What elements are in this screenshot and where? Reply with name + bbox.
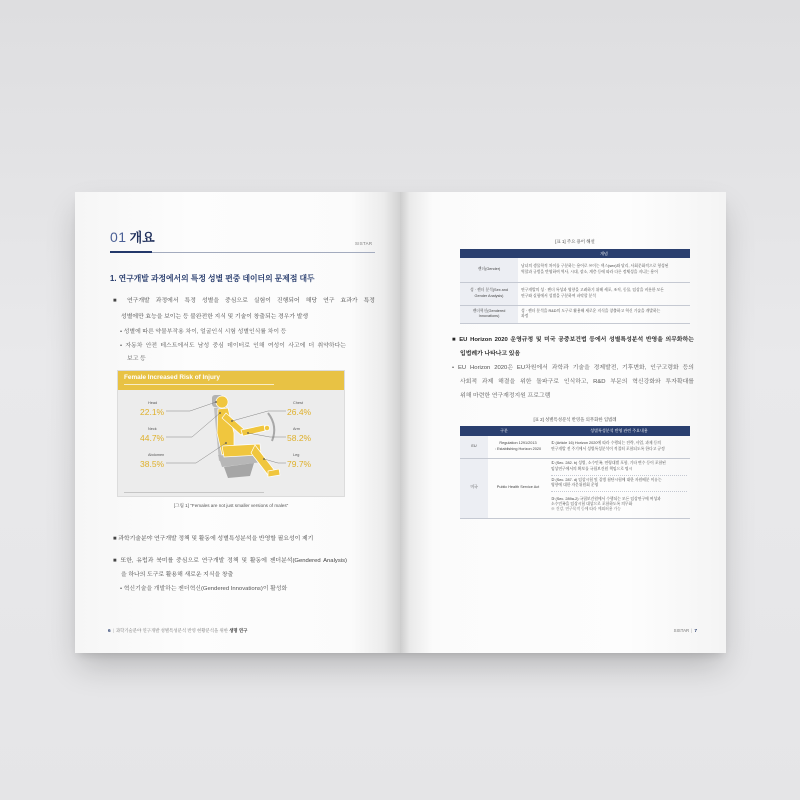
- pointer-line-chest: [232, 411, 286, 421]
- injury-label-head: Head: [148, 401, 158, 405]
- definition-cell: [518, 258, 690, 282]
- table2-caption: [표 2] 성별특성분석 반영을 의무화한 입법례: [533, 417, 617, 422]
- figure-subtitle-placeholder: [124, 384, 274, 385]
- definition-cell: [518, 305, 690, 323]
- pointer-line-neck: [166, 413, 220, 437]
- sub-bullet-line: 위해 마련한 연구재정지원 프로그램: [460, 393, 551, 399]
- definition-text: 연구개발의 성 · 젠더 특성과 영향을 고려하기 위해 세포, 조직, 동물, 임상을 비롯한 모든: [521, 288, 664, 293]
- sub-bullet-line: 보고 등: [127, 356, 146, 362]
- law-text: Public Health Service Act: [496, 485, 540, 490]
- injury-risk-figure: [117, 370, 345, 497]
- section-title: 1. 연구개발 과정에서의 특정 성별 편중 데이터의 문제점 대두: [110, 274, 315, 283]
- sub-bullet-line: • 자동차 안전 테스트에서도 남성 중심 데이터로 인해 여성이 사고에 더 취약하다는: [120, 343, 346, 349]
- injury-value-arm: 58.2%: [287, 433, 312, 443]
- occupant-hand: [264, 425, 269, 430]
- occupant-forearm: [241, 425, 265, 436]
- terms-table: [460, 249, 690, 324]
- table-row: [460, 436, 690, 458]
- chapter-title: 개요: [129, 230, 155, 245]
- injury-value-chest: 26.4%: [287, 407, 312, 417]
- injury-label-arm: Arm: [293, 427, 300, 431]
- table-header-row: [460, 426, 690, 436]
- paragraph-line: ■ 연구개발 과정에서 특정 성별을 중심으로 실험이 진행되어 해당 연구 효과가 특정: [113, 298, 375, 304]
- right-page: [400, 192, 726, 653]
- injury-label-chest: Chest: [293, 401, 303, 405]
- region-text: EU: [471, 444, 477, 449]
- pointer-line-head: [166, 402, 216, 411]
- figure-caption: [그림 1] "Females are not just smaller versions of males": [173, 503, 289, 508]
- region-cell: [460, 436, 488, 458]
- content-text: 연구개발 전 주기에서 성별특성분석이 적절히 포함되도록 한다고 규정: [551, 446, 665, 451]
- sub-bullet-line: • 혁신기술을 개발하는 젠더혁신(Gendered Innovations)이 활성화: [120, 586, 288, 592]
- law-cell: [488, 436, 548, 458]
- sub-bullet-line: • EU Horizon 2020은 EU차원에서 과학과 기술을 경제발전, 기후변화, 인구고령화 등의: [452, 365, 694, 371]
- paragraph-line: 을 하나의 도구로 활용해 새로운 지식을 창출: [121, 572, 234, 578]
- term-text: Innovations): [478, 314, 500, 318]
- content-item: [551, 476, 687, 492]
- pointer-dot: [263, 458, 265, 460]
- injury-label-abdomen: Abdomen: [148, 453, 165, 457]
- footer-separator: |: [691, 628, 693, 633]
- law-cell: [488, 458, 548, 518]
- legislation-table: [460, 426, 690, 519]
- content-cell: [548, 458, 690, 518]
- region-cell: [460, 458, 488, 518]
- definition-text: 역할과 규범을 반영하여 역사, 시대, 장소, 계층 등에 따라 다른 정체성을 지니는 용어: [521, 269, 658, 274]
- left-page: [75, 192, 400, 653]
- paragraph-line: 성별에만 효능을 보이는 등 불완전한 지식 및 기술이 창출되는 경우가 발생: [121, 314, 309, 320]
- footer-title: 과학기술분야 연구개발 성별특성분석 반영 현황분석을 위한: [115, 628, 228, 633]
- table-row: [460, 305, 690, 323]
- sub-bullet-line: • 성별에 따른 약물부작용 차이, 얼굴인식 시험 성별인식률 차이 등: [120, 329, 287, 335]
- content-text: 임상연구에서의 확보를 국립보건원 책임으로 명시: [551, 466, 633, 471]
- chapter-number: 01: [110, 229, 127, 245]
- pointer-dot: [225, 442, 227, 444]
- occupant-head: [216, 396, 228, 408]
- definition-text: 과정: [521, 314, 529, 318]
- definition-text: 성 · 젠더 분석을 R&D의 도구로 활용해 새로운 지식을 창출하고 혁신 기술을 개발하는: [521, 308, 661, 313]
- content-text: ③ (Sec. 289a-2) 국립보건원에서 수행되는 모든 임상연구에 여성과: [551, 496, 661, 501]
- table-header-cell: 구분: [460, 426, 548, 436]
- content-note: ※ 건강, 연구목적 등에 따라 예외허용 가능: [551, 507, 621, 512]
- header-rule-accent: [110, 251, 152, 253]
- term-text: Gender Analysis): [474, 293, 504, 298]
- content-text: ② (Sec. 287. d) 임상시험 및 질병 첨단시험에 대한 자원배분 이유는: [551, 477, 662, 482]
- term-text: 성 · 젠더 분석(Sex and: [470, 288, 508, 293]
- content-text: 소수민족을 임상시험 대상으로 포함하도록 의무화: [551, 501, 633, 506]
- term-cell: [460, 282, 518, 305]
- term-text: 젠더혁신(Gendered: [472, 308, 506, 313]
- pointer-dot: [247, 432, 249, 434]
- table-header-row: [460, 249, 690, 258]
- injury-label-neck: Neck: [148, 427, 157, 431]
- page-number: 6: [108, 629, 111, 634]
- footer-separator: |: [112, 628, 114, 633]
- page-number: 7: [694, 629, 697, 634]
- content-item: [551, 492, 687, 518]
- paragraph-line: ■ 또한, 유럽과 북미를 중심으로 연구개발 정책 및 활동에 젠더분석(Gendered Analysis): [113, 558, 347, 564]
- definition-text: 남녀의 생물학적 차이를 구분하는 용어로 쓰이는 섹스(sex)와 달리, 사회문화적으로 형성된: [521, 264, 669, 269]
- law-text: Regulation 1291/2013: [499, 441, 537, 446]
- running-header-brand: SISTAR: [355, 241, 373, 246]
- footer-brand: SISTAR: [673, 628, 690, 633]
- pointer-line-abdomen: [166, 443, 226, 463]
- content-text: ① (Sec. 282. b) 성별, 소수민족, 연령대별 포함, 기타 변수 등이 포함된: [551, 461, 666, 466]
- injury-value-abdomen: 38.5%: [140, 459, 165, 469]
- table-header-cell: [460, 249, 518, 258]
- pointer-dot: [219, 412, 221, 414]
- page-footer-right: [674, 629, 697, 635]
- definition-cell: [518, 282, 690, 305]
- table-row: [460, 458, 690, 518]
- term-cell: [460, 258, 518, 282]
- term-text: 젠더(Gender): [477, 267, 501, 272]
- sub-bullet-line: 사회적 과제 해결을 위한 돌파구로 인식하고, R&D 부문의 혁신강화와 투자확대를: [460, 379, 694, 385]
- source-note-placeholder: [124, 492, 264, 493]
- paragraph-line: ■ 과학기술분야 연구개발 정책 및 활동에 성별특성분석을 반영할 필요성이 제기: [113, 536, 314, 542]
- definition-text: 연구와 실험에서 성별을 구분하여 파악할 분석: [521, 293, 596, 298]
- chapter-heading: [110, 230, 155, 246]
- paragraph-line: 입법례가 나타나고 있음: [460, 351, 521, 357]
- injury-value-neck: 44.7%: [140, 433, 165, 443]
- page-footer-left: [108, 629, 247, 635]
- content-item: [551, 459, 687, 476]
- content-text: 영향에 대한 자문위원회 운영: [551, 483, 599, 487]
- law-text: : Establishing Horizon 2020: [494, 446, 542, 451]
- figure-title-band: [118, 371, 344, 390]
- table1-caption: [표 1] 주요 용어 해설: [555, 239, 595, 244]
- footer-title-bold: 생명 연구: [229, 628, 248, 633]
- region-text: 미국: [470, 485, 478, 490]
- injury-label-leg: Leg: [293, 453, 300, 457]
- table-row: [460, 258, 690, 282]
- injury-value-leg: 79.7%: [287, 459, 312, 469]
- table-row: [460, 282, 690, 305]
- pointer-dot: [215, 401, 217, 403]
- paragraph-line: ■ EU Horizon 2020 운영규정 및 미국 공중보건법 등에서 성별특성분석 반영을 의무화하는: [452, 337, 694, 343]
- pointer-dot: [231, 420, 233, 422]
- table-header-cell: 개념: [518, 249, 690, 258]
- term-cell: [460, 305, 518, 323]
- content-cell: [548, 436, 690, 458]
- content-text: ① (Article 16) Horizon 2020에 따라 수행되는 전략, 사업, 과제 등의: [551, 441, 661, 446]
- injury-value-head: 22.1%: [140, 407, 165, 417]
- figure-title: Female Increased Risk of Injury: [124, 374, 220, 381]
- table-header-cell: 성별특성분석 반영 관련 주요내용: [548, 426, 690, 436]
